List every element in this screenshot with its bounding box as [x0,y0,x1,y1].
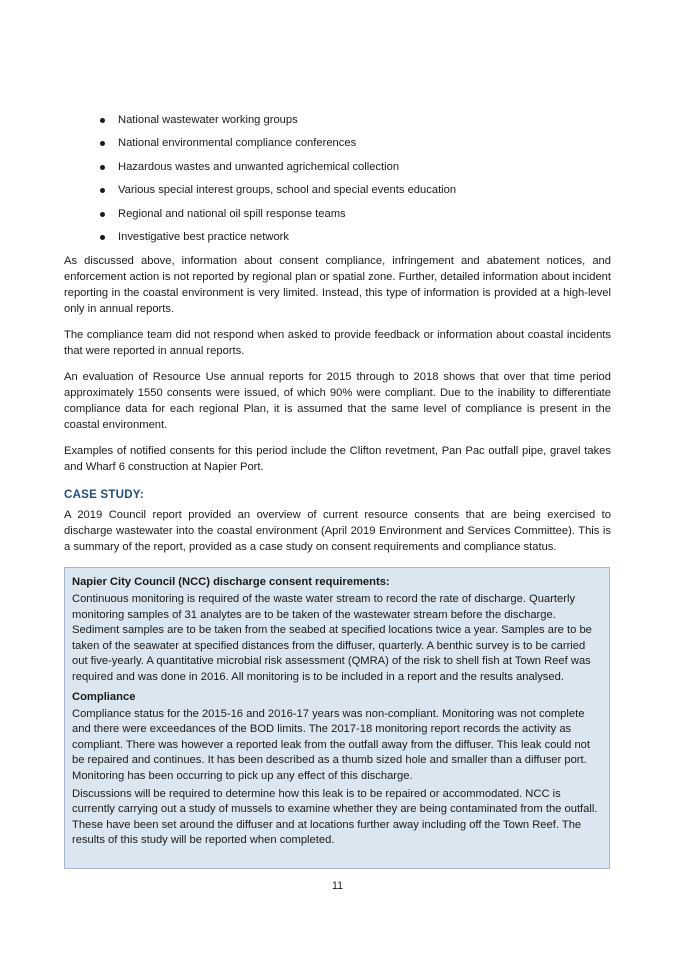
bullet-dot-icon [100,141,105,146]
bullet-item: Regional and national oil spill response teams [98,207,456,230]
box-title: Napier City Council (NCC) discharge consent requirements: [72,576,390,588]
bullet-dot-icon [100,165,105,170]
bullet-dot-icon [100,235,105,240]
box-discussions-text: Discussions will be required to determine how this leak is to be repaired or accommodated. NCC is currently carrying out a study of mussels to examine whether they are being contaminated from the outfall. These have been set around the diffuser and at locations further away including off the Town Reef. The results of this study will be reported when completed. [72,787,598,847]
bullet-dot-icon [100,118,105,123]
paragraph-notified-consents: Examples of notified consents for this period include the Clifton revetment, Pan Pac outfall pipe, gravel takes and Wharf 6 construction at Napier Port. [64,445,611,473]
bullet-item: National environmental compliance conferences [98,136,456,159]
case-study-intro: A 2019 Council report provided an overview of current resource consents that are being exercised to discharge wastewater into the coastal environment (April 2019 Environment and Services Committee). This is a summary of the report, provided as a case study on consent requirements and compliance status. [64,509,611,553]
box-compliance-text: Compliance status for the 2015-16 and 2016-17 years was non-compliant. Monitoring was not complete and there were exceedances of the BOD limits. The 2017-18 monitoring report records the activity as compliant. There was however a reported leak from the outfall away from the diffuser. This leak could not be repaired and continues. It has been described as a thumb sized hole and smaller than a diffuser port. Monitoring has been occurring to pick up any effect of this discharge. [72,707,590,782]
box-compliance-heading: Compliance [72,690,136,703]
case-study-heading: CASE STUDY: [64,488,144,501]
paragraph-compliance-team: The compliance team did not respond when asked to provide feedback or information about coastal incidents that were reported in annual reports. [64,329,611,357]
page-number: 11 [332,880,343,892]
bullet-item: National wastewater working groups [98,113,456,136]
box-requirements-text: Continuous monitoring is required of the waste water stream to record the rate of discharge. Quarterly monitoring samples of 31 analytes are to be taken of the wastewater stream before the discharge. Sediment samples are to be taken from the seabed at specified locations twice a year. Samples are to be taken of the seawater at specified distances from the diffuser, quarterly. A benthic survey is to be carried out five-yearly. A quantitative microbial risk assessment (QMRA) of the risk to shell fish at Town Reef was required and was done in 2016. All monitoring is to be included in a report and the results analysed. [72,593,592,683]
paragraph-evaluation: An evaluation of Resource Use annual reports for 2015 through to 2018 shows that over that time period approximately 1550 consents were issued, of which 90% were compliant. Due to the inability to differentiate compliance data for each regional Plan, it is assumed that the same level of compliance is present in the coastal environment. [64,371,611,431]
bullet-item: Hazardous wastes and unwanted agrichemical collection [98,160,456,183]
bullet-dot-icon [100,212,105,217]
bullet-item: Investigative best practice network [98,230,456,253]
bullet-item: Various special interest groups, school and special events education [98,183,456,206]
activity-bullet-list [98,113,456,253]
bullet-dot-icon [100,188,105,193]
case-study-box [64,567,610,869]
paragraph-reporting: As discussed above, information about consent compliance, infringement and abatement notices, and enforcement action is not reported by regional plan or spatial zone. Further, detailed information about incident reporting in the coastal environment is very limited. Instead, this type of information is provided at a high-level only in annual reports. [64,255,611,315]
